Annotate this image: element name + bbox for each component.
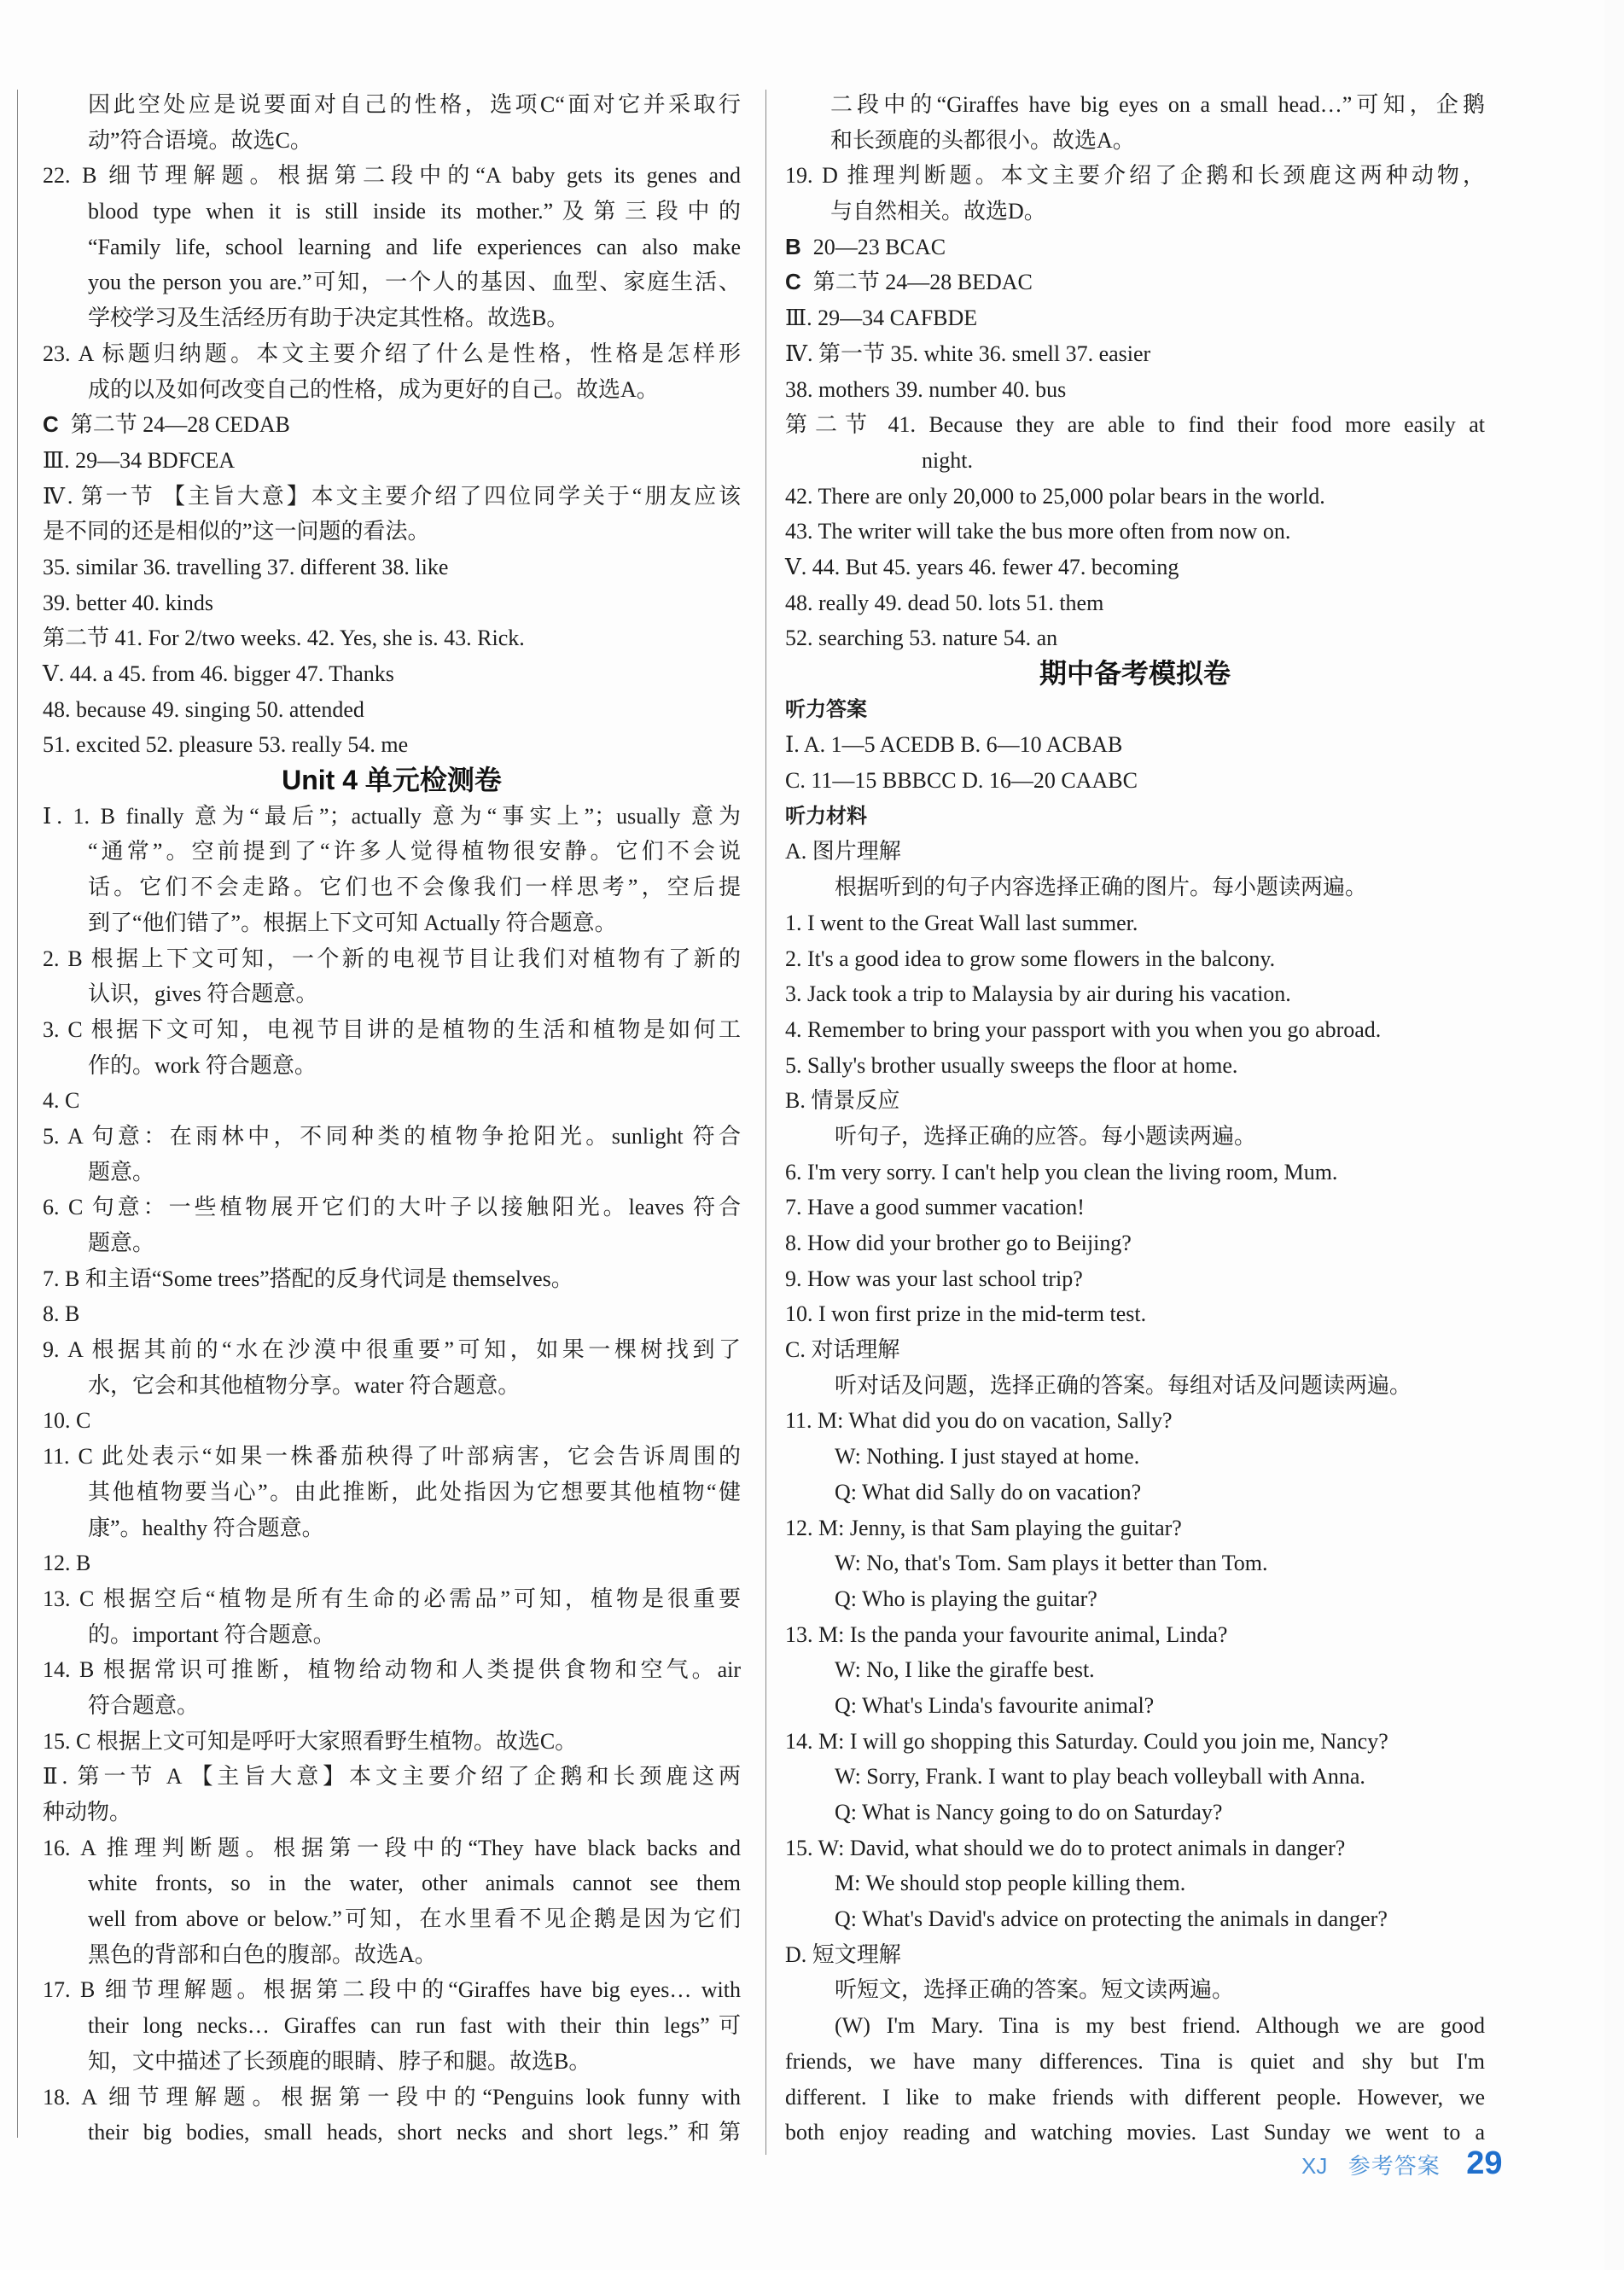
line-text: friends, we have many differences. Tina is quiet and shy but I'm [785,2048,1485,2074]
text-line [43,194,741,230]
line-text: 听句子，选择正确的应答。每小题读两遍。 [835,1123,1257,1149]
line-text: Q: What is Nancy going to do on Saturday? [835,1800,1223,1825]
text-line [785,1261,1485,1297]
text-line [785,1795,1485,1831]
text-line [43,1439,741,1475]
line-text: A. 图片理解 [785,839,901,864]
text-line [785,1724,1485,1760]
text-line [785,1403,1485,1439]
text-line [43,1332,741,1368]
edition-label: XJ [1301,2153,1328,2179]
line-text: 10. C [43,1408,91,1434]
line-text: 期中备考模拟卷 [1039,658,1231,689]
line-text: their big bodies, small heads, short necks and short legs.”和第 [88,2120,741,2145]
text-line [785,941,1485,977]
line-text: 因此空处应是说要面对自己的性格，选项C“面对它并采取行 [88,92,741,117]
text-line [43,1475,741,1510]
line-text: night. [922,447,973,473]
line-text: blood type when it is still inside its mother.”及第三段中的 [88,199,741,224]
line-text: 到了“他们错了”。根据上下文可知 Actually 符合题意。 [88,910,617,935]
line-text: 15. W: David, what should we do to protect animals in danger? [785,1835,1346,1860]
line-text: 符合题意。 [88,1692,200,1718]
line-text: Ⅴ. 44. But 45. years 46. fewer 47. becoming [785,554,1179,579]
line-text: 第二节 24—28 CEDAB [70,412,290,438]
line-text: 51. excited 52. pleasure 53. really 54. me [43,732,409,758]
text-line [785,870,1485,905]
text-line [43,799,741,835]
line-text: 38. mothers 39. number 40. bus [785,376,1067,402]
text-line [785,1831,1485,1866]
line-text: 6. C 句意：一些植物展开它们的大叶子以接触阳光。leaves 符合 [43,1195,741,1220]
text-line [785,1652,1485,1688]
line-text: D. 短文理解 [785,1941,901,1967]
text-line [785,1865,1485,1901]
line-text: different. I like to make friends with different people. However, we [785,2084,1485,2110]
text-line [43,300,741,336]
line-text: 7. Have a good summer vacation! [785,1195,1085,1220]
line-text: 听对话及问题，选择正确的答案。每组对话及问题读两遍。 [835,1372,1412,1398]
line-text: 话。它们不会走路。它们也不会像我们一样思考”，空后提 [88,875,741,900]
line-text: 12. B [43,1551,91,1576]
subsection-heading [785,799,1485,835]
line-text: 9. How was your last school trip? [785,1266,1083,1291]
text-line [785,550,1485,585]
text-line [43,1048,741,1084]
text-line [43,1083,741,1119]
text-line [43,372,741,408]
line-text: 20—23 BCAC [812,234,946,259]
line-text: 48. really 49. dead 50. lots 51. them [785,590,1104,615]
line-text: 19. D 推理判断题。本文主要介绍了企鹅和长颈鹿这两种动物， [785,163,1485,189]
line-text: C. 对话理解 [785,1337,900,1363]
line-text: 11. C 此处表示“如果一株番茄秧得了叶部病害，它会告诉周围的 [43,1444,741,1470]
text-line [43,692,741,728]
text-line [43,123,741,159]
text-line [43,1795,741,1831]
text-line [785,1759,1485,1795]
text-line [43,2044,741,2080]
line-text: 6. I'm very sorry. I can't help you clean the living room, Mum. [785,1159,1338,1184]
text-line [785,87,1485,123]
text-line [785,158,1485,194]
left-column [43,87,741,2151]
text-line [785,1475,1485,1510]
text-line [43,2115,741,2151]
line-text: their long necks… Giraffes can run fast with their thin legs”可 [88,2013,741,2039]
line-text: 8. How did your brother go to Beijing? [785,1231,1132,1255]
line-text: Ⅰ. A. 1—5 ACEDB B. 6—10 ACBAB [785,732,1123,758]
part-label: C [43,411,59,438]
text-line [785,1012,1485,1048]
page-number: 29 [1466,2145,1503,2181]
line-text: 18. A 细节理解题。根据第一段中的“Penguins look funny with [43,2084,741,2110]
line-text: 15. C 根据上文可知是呼吁大家照看野生植物。故选C。 [43,1728,578,1754]
line-text: B. 情景反应 [785,1088,900,1114]
text-line [43,336,741,372]
text-line [43,1190,741,1225]
text-line [43,1652,741,1688]
text-line [43,976,741,1012]
text-line [43,1261,741,1297]
line-text: 第二节 24—28 BEDAC [812,270,1033,295]
line-text: 22. B 细节理解题。根据第二段中的“A baby gets its genes and [43,163,741,189]
line-text: Q: What's Linda's favourite animal? [835,1692,1155,1718]
line-text: 43. The writer will take the bus more often from now on. [785,519,1291,544]
text-line [43,479,741,515]
line-text: W: No, that's Tom. Sam plays it better than Tom. [835,1551,1268,1576]
line-text: 4. C [43,1088,80,1114]
line-text: 2. It's a good idea to grow some flowers in the balcony. [785,946,1276,971]
text-line [785,1617,1485,1653]
line-text: 第二节 41. Because they are able to find their food more easily at [785,412,1485,438]
section-heading [785,656,1485,692]
line-text: 48. because 49. singing 50. attended [43,696,364,722]
column-divider [765,90,766,2155]
text-line [785,2044,1485,2080]
line-text: both enjoy reading and watching movies. Last Sunday we went to a [785,2120,1485,2145]
text-line [43,550,741,585]
text-line [43,407,741,443]
text-line [43,2008,741,2044]
text-line [785,1083,1485,1119]
text-line [785,763,1485,799]
text-line [43,1119,741,1155]
text-line [785,407,1485,443]
text-line [43,1403,741,1439]
page-footer [1301,2145,1503,2182]
line-text: 是不同的还是相似的”这一问题的看法。 [43,519,430,544]
line-text: 认识，gives 符合题意。 [88,981,318,1007]
line-text: 11. M: What did you do on vacation, Sally? [785,1408,1173,1434]
text-line [785,479,1485,515]
line-text: 13. M: Is the panda your favourite animal, Linda? [785,1621,1228,1647]
line-text: 10. I won first prize in the mid-term test. [785,1301,1147,1327]
text-line [785,1901,1485,1937]
line-text: 知，文中描述了长颈鹿的眼睛、脖子和腿。故选B。 [88,2048,591,2074]
line-text: 和长颈鹿的头都很小。故选A。 [830,127,1135,153]
text-line [785,1190,1485,1225]
text-line [785,727,1485,763]
text-line [43,265,741,300]
text-line [785,620,1485,656]
line-text: 7. B 和主语“Some trees”搭配的反身代词是 themselves。 [43,1266,573,1291]
part-label: C [785,269,801,295]
text-line [43,1831,741,1866]
text-line [785,194,1485,230]
text-line [43,1012,741,1048]
text-line [785,1937,1485,1973]
line-text: 听短文，选择正确的答案。短文读两遍。 [835,1977,1235,2003]
text-line [43,1581,741,1617]
text-line [43,1688,741,1724]
line-text: 康”。healthy 符合题意。 [88,1515,324,1540]
text-line [785,1332,1485,1368]
text-line [785,834,1485,870]
text-line [785,1048,1485,1084]
line-text: 根据听到的句子内容选择正确的图片。每小题读两遍。 [835,875,1368,900]
line-text: 的。important 符合题意。 [88,1621,335,1647]
text-line [43,1368,741,1404]
line-text: 二段中的“Giraffes have big eyes on a small head…”可知，企鹅 [830,92,1485,117]
line-text: you the person you are.”可知，一个人的基因、血型、家庭生活、 [88,270,741,295]
text-line [43,514,741,550]
text-line [43,1865,741,1901]
line-text: well from above or below.”可知，在水里看不见企鹅是因为它们 [88,1906,741,1932]
text-line [785,1119,1485,1155]
line-text: 9. A 根据其前的“水在沙漠中很重要”可知，如果一棵树找到了 [43,1337,741,1363]
text-line [43,941,741,977]
text-line [785,1972,1485,2008]
text-line [785,514,1485,550]
text-line [43,1155,741,1190]
subsection-heading [785,692,1485,728]
text-line [785,1155,1485,1190]
line-text: 作的。work 符合题意。 [88,1052,317,1078]
line-text: W: Nothing. I just stayed at home. [835,1444,1140,1470]
text-line [43,1545,741,1581]
line-text: 听力材料 [785,804,867,828]
line-text: C. 11—15 BBBCC D. 16—20 CAABC [785,768,1138,794]
line-text: 17. B 细节理解题。根据第二段中的“Giraffes have big eyes… with [43,1977,741,2003]
line-text: 成的以及如何改变自己的性格，成为更好的自己。故选A。 [88,376,659,402]
line-text: 12. M: Jenny, is that Sam playing the guitar? [785,1515,1182,1540]
text-line [785,905,1485,941]
line-text: 水，它会和其他植物分享。water 符合题意。 [88,1372,521,1398]
text-line [785,1581,1485,1617]
line-text: 黑色的背部和白色的腹部。故选A。 [88,1941,437,1967]
line-text: 3. C 根据下文可知，电视节目讲的是植物的生活和植物是如何工 [43,1016,741,1042]
line-text: 4. Remember to bring your passport with you when you go abroad. [785,1016,1382,1042]
text-line [785,230,1485,265]
line-text: Q: Who is playing the guitar? [835,1586,1097,1611]
text-line [43,1724,741,1760]
line-text: 听力答案 [785,697,867,721]
line-text: 与自然相关。故选D。 [830,199,1046,224]
line-text: 23. A 标题归纳题。本文主要介绍了什么是性格，性格是怎样形 [43,340,741,366]
line-text: Ⅲ. 29—34 CAFBDE [785,306,978,331]
line-text: 16. A 推理判断题。根据第一段中的“They have black backs and [43,1835,741,1860]
line-text: 1. I went to the Great Wall last summer. [785,910,1138,935]
text-line [43,1510,741,1546]
line-text: Ⅲ. 29—34 BDFCEA [43,447,236,473]
text-line [785,1688,1485,1724]
line-text: 种动物。 [43,1800,132,1825]
text-line [43,656,741,692]
line-text: Ⅱ. 第一节 A 【主旨大意】本文主要介绍了企鹅和长颈鹿这两 [43,1764,741,1790]
text-line [785,2080,1485,2116]
text-line [43,1617,741,1653]
line-text: 学校学习及生活经历有助于决定其性格。故选B。 [88,306,569,331]
text-line [43,870,741,905]
line-text: Unit 4 单元检测卷 [282,765,502,796]
line-text: Ⅴ. 44. a 45. from 46. bigger 47. Thanks [43,661,394,686]
text-line [785,585,1485,621]
line-text: 第二节 41. For 2/two weeks. 42. Yes, she is. 43. Rick. [43,626,525,651]
text-line [785,123,1485,159]
text-line [43,727,741,763]
text-line [43,585,741,621]
line-text: “通常”。空前提到了“许多人觉得植物很安静。它们不会说 [88,839,741,864]
text-line [785,265,1485,300]
line-text: 动”符合语境。故选C。 [88,127,312,153]
line-text: Q: What's David's advice on protecting the animals in danger? [835,1906,1388,1932]
text-line [43,1225,741,1261]
text-line [43,1759,741,1795]
text-line [785,336,1485,372]
line-text: 5. A 句意：在雨林中，不同种类的植物争抢阳光。sunlight 符合 [43,1123,741,1149]
line-text: 题意。 [88,1231,155,1255]
text-line [43,87,741,123]
line-text: Ⅳ. 第一节 35. white 36. smell 37. easier [785,340,1151,366]
text-line [785,443,1485,479]
text-line [785,1225,1485,1261]
line-text: 5. Sally's brother usually sweeps the floor at home. [785,1052,1238,1078]
line-text: (W) I'm Mary. Tina is my best friend. Although we are good [835,2013,1485,2039]
text-line [43,834,741,870]
text-line [785,1510,1485,1546]
text-line [785,2008,1485,2044]
line-text: M: We should stop people killing them. [835,1871,1186,1896]
section-label: 参考答案 [1348,2153,1441,2179]
text-line [43,1937,741,1973]
line-text: 3. Jack took a trip to Malaysia by air during his vacation. [785,981,1291,1007]
line-text: 13. C 根据空后“植物是所有生命的必需品”可知，植物是很重要 [43,1586,741,1611]
text-line [43,2080,741,2116]
line-text: 题意。 [88,1159,155,1184]
text-line [43,158,741,194]
text-line [785,1368,1485,1404]
text-line [43,905,741,941]
line-text: 其他植物要当心”。由此推断，此处指因为它想要其他植物“健 [88,1479,741,1505]
line-text: Ⅰ. 1. B finally 意为“最后”；actually 意为“事实上”；usually 意为 [43,803,741,829]
line-text: 35. similar 36. travelling 37. different 38. like [43,554,449,579]
text-line [785,1545,1485,1581]
line-text: 14. B 根据常识可推断，植物给动物和人类提供食物和空气。air [43,1657,741,1683]
text-line [43,620,741,656]
line-text: W: Sorry, Frank. I want to play beach volleyball with Anna. [835,1764,1365,1790]
line-text: 2. B 根据上下文可知，一个新的电视节目让我们对植物有了新的 [43,946,741,971]
text-line [785,372,1485,408]
line-text: 14. M: I will go shopping this Saturday. Could you join me, Nancy? [785,1728,1388,1754]
left-margin-rule [17,90,18,2138]
line-text: W: No, I like the giraffe best. [835,1657,1095,1683]
text-line [43,1972,741,2008]
line-text: white fronts, so in the water, other animals cannot see them [88,1871,741,1896]
text-line [785,1439,1485,1475]
text-line [43,1901,741,1937]
text-line [785,1296,1485,1332]
text-line [785,976,1485,1012]
text-line [43,1296,741,1332]
text-line [43,230,741,265]
line-text: 8. B [43,1301,80,1327]
line-text: Q: What did Sally do on vacation? [835,1479,1142,1505]
line-text: “Family life, school learning and life experiences can also make [88,234,741,259]
text-line [43,443,741,479]
line-text: 52. searching 53. nature 54. an [785,626,1058,651]
section-heading [43,763,741,799]
line-text: 42. There are only 20,000 to 25,000 polar bears in the world. [785,483,1325,509]
line-text: Ⅳ. 第一节 【主旨大意】本文主要介绍了四位同学关于“朋友应该 [43,483,741,509]
right-column [785,87,1485,2151]
text-line [785,300,1485,336]
part-label: B [785,233,801,259]
line-text: 39. better 40. kinds [43,590,214,615]
